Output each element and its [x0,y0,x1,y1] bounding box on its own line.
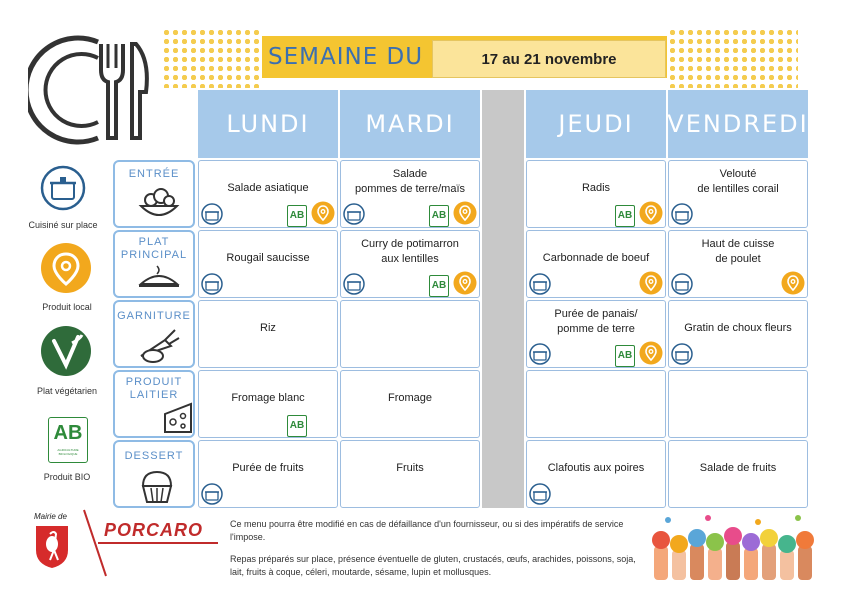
menu-cell-lundi-row4 [198,440,338,508]
cheese-icon [163,402,193,436]
menu-dish-text: pomme de terre [557,323,635,335]
menu-dish-text: pommes de terre/maïs [354,183,466,195]
town-name: PORCARO [104,520,204,540]
menu-cell-lundi-row2 [198,300,338,368]
menu-cell-jeudi-row4 [526,440,666,508]
cupcake-icon [137,468,177,506]
category-produit-laitier [113,370,195,438]
legend-vegetarian-icon [40,325,92,377]
local-product-pin-icon [639,201,663,225]
legend-local-pin-icon [40,242,92,294]
category-label: PRINCIPAL [120,249,188,261]
local-product-pin-icon [639,341,663,365]
cooked-on-site-icon [671,203,693,225]
menu-dish-text: Rougail saucisse [226,252,310,264]
cooked-on-site-icon [671,343,693,365]
menu-cell-vendredi-row4 [668,440,808,508]
menu-dish-text: Fruits [396,462,424,474]
porcaro-coat-of-arms [32,520,72,570]
local-product-pin-icon [781,271,805,295]
menu-cell-mardi-row0 [340,160,480,228]
menu-cell-mardi-row4 [340,440,480,508]
menu-cell-jeudi-row0 [526,160,666,228]
category-label: PRODUIT [125,376,183,388]
cooked-on-site-icon [529,273,551,295]
category-label: ENTRÉE [128,168,180,180]
menu-dish-text: de lentilles corail [697,183,779,195]
menu-cell-vendredi-row3 [668,370,808,438]
day-header-vendredi: VENDREDI [668,90,808,158]
organic-bio-icon: AB [287,415,307,437]
menu-dish-text: Fromage blanc [231,392,305,404]
organic-bio-icon: AB [429,205,449,227]
category-garniture [113,300,195,368]
notice-line-1: Ce menu pourra être modifié en cas de défaillance d'un fournisseur, ou si des impératifs de service [230,519,624,529]
cooked-on-site-icon [671,273,693,295]
menu-cell-jeudi-row1 [526,230,666,298]
children-hands-illustration [648,512,828,584]
week-title: SEMAINE DU [268,44,424,70]
menu-cell-mardi-row3 [340,370,480,438]
date-range: 17 au 21 novembre [432,40,666,78]
cooked-on-site-icon [201,483,223,505]
menu-dish-text: Purée de fruits [232,462,304,474]
menu-cell-jeudi-row2 [526,300,666,368]
menu-dish-text: Carbonnade de boeuf [542,252,650,264]
wednesday-closed-column [482,90,524,508]
menu-cell-mardi-row2 [340,300,480,368]
category-label: LAITIER [129,389,179,401]
menu-cell-lundi-row0 [198,160,338,228]
menu-dish-text: aux lentilles [381,253,439,265]
category-plat-principal [113,230,195,298]
dots-left [162,28,262,88]
legend-pot-icon [40,165,86,211]
menu-cell-lundi-row3 [198,370,338,438]
menu-dish-text: Salade asiatique [227,182,309,194]
plate-cutlery-logo [28,30,158,150]
menu-cell-jeudi-row3 [526,370,666,438]
legend-label-local: Produit local [42,302,92,312]
dots-right [668,28,798,88]
allergens-line-2: lait, fruits à coque, céleri, moutarde, sésame, lupin et mollusques. [230,567,492,577]
menu-dish-text: Radis [581,182,611,194]
day-header-lundi: LUNDI [198,90,338,158]
legend-bio-logo [48,417,88,463]
category-label: GARNITURE [117,310,191,322]
category-label: DESSERT [124,450,184,462]
menu-cell-vendredi-row1 [668,230,808,298]
menu-cell-vendredi-row0 [668,160,808,228]
menu-dish-text: Fromage [387,392,433,404]
bio-logo-letters: AB [53,422,83,444]
menu-cell-lundi-row1 [198,230,338,298]
allergens-line-1: Repas préparés sur place, présence éventuelle de gluten, crustacés, œufs, arachides, poissons, soja, [230,554,636,564]
salad-icon [137,184,181,224]
organic-bio-icon: AB [615,345,635,367]
menu-dish-text: Clafoutis aux poires [547,462,645,474]
plate-dish-icon [137,264,181,296]
legend-label-vegetarien: Plat végétarien [36,386,98,396]
organic-bio-icon: AB [429,275,449,297]
day-header-mardi: MARDI [340,90,480,158]
day-header-jeudi: JEUDI [526,90,666,158]
vegetables-icon [135,326,183,366]
menu-dish-text: Salade [392,168,428,180]
menu-dish-text: Velouté [719,168,757,180]
cooked-on-site-icon [201,273,223,295]
menu-cell-mardi-row1 [340,230,480,298]
menu-dish-text: de poulet [715,253,761,265]
local-product-pin-icon [453,271,477,295]
mairie-label: Mairie de [34,512,67,521]
notice-line-2: l'impose. [230,532,266,542]
local-product-pin-icon [311,201,335,225]
legend-label-bio: Produit BIO [43,472,91,482]
local-product-pin-icon [639,271,663,295]
menu-dish-text: Salade de fruits [699,462,777,474]
category-entree [113,160,195,228]
menu-dish-text: Riz [260,322,276,334]
organic-bio-icon: AB [287,205,307,227]
menu-dish-text: Curry de potimarron [361,238,459,250]
town-underline [98,542,218,544]
menu-dish-text: Haut de cuisse [701,238,775,250]
cooked-on-site-icon [343,203,365,225]
organic-bio-icon: AB [615,205,635,227]
cooked-on-site-icon [529,483,551,505]
category-label: PLAT [138,236,170,248]
legend-label-cuisine: Cuisiné sur place [28,220,98,230]
bio-logo-caption: AGRICULTURE BIOLOGIQUE [57,448,79,456]
cooked-on-site-icon [529,343,551,365]
local-product-pin-icon [453,201,477,225]
cooked-on-site-icon [343,273,365,295]
menu-cell-vendredi-row2 [668,300,808,368]
menu-dish-text: Gratin de choux fleurs [684,322,792,334]
menu-dish-text: Purée de panais/ [554,308,638,320]
category-dessert [113,440,195,508]
cooked-on-site-icon [201,203,223,225]
